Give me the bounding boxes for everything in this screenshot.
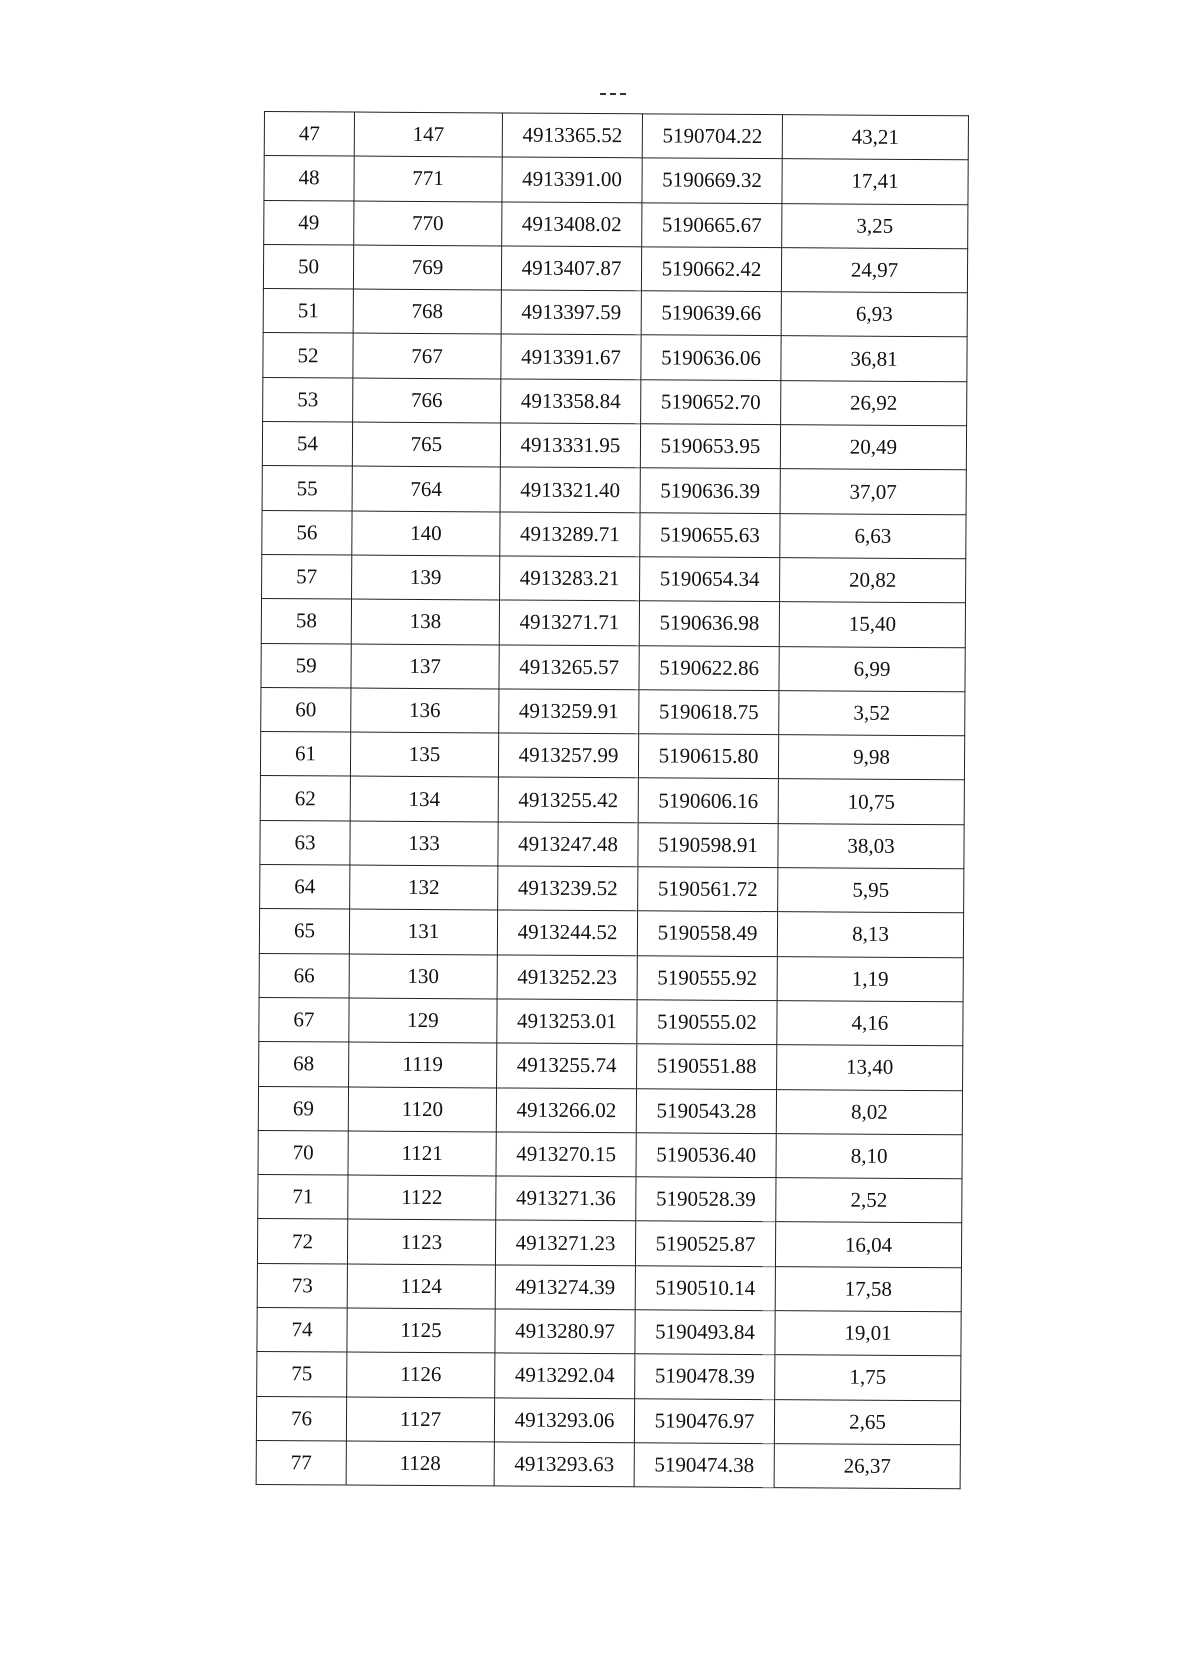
distance-cell: 1,75 [775, 1355, 961, 1400]
distance-cell: 16,04 [775, 1222, 961, 1267]
x-coordinate-cell: 4913255.74 [497, 1043, 637, 1088]
y-coordinate-cell: 5190493.84 [635, 1310, 775, 1355]
point-id-cell: 766 [353, 378, 501, 423]
table-row [259, 997, 963, 1046]
x-coordinate-cell: 4913253.01 [497, 999, 637, 1044]
y-coordinate-cell: 5190669.32 [642, 158, 782, 203]
row-number-cell: 70 [258, 1130, 348, 1175]
point-id-cell: 137 [351, 644, 499, 689]
y-coordinate-cell: 5190561.72 [638, 867, 778, 912]
point-id-cell: 136 [351, 688, 499, 733]
y-coordinate-cell: 5190654.34 [640, 557, 780, 602]
y-coordinate-cell: 5190606.16 [638, 778, 778, 823]
table-row [263, 244, 967, 293]
y-coordinate-cell: 5190551.88 [637, 1044, 777, 1089]
x-coordinate-cell: 4913391.00 [502, 157, 642, 202]
x-coordinate-cell: 4913391.67 [501, 334, 641, 379]
x-coordinate-cell: 4913292.04 [495, 1353, 635, 1398]
point-id-cell: 147 [354, 112, 502, 157]
y-coordinate-cell: 5190639.66 [641, 291, 781, 336]
distance-cell: 36,81 [781, 336, 967, 381]
distance-cell: 6,63 [780, 513, 966, 558]
x-coordinate-cell: 4913244.52 [497, 910, 637, 955]
table-row [261, 687, 965, 736]
x-coordinate-cell: 4913271.23 [495, 1220, 635, 1265]
row-number-cell: 77 [256, 1440, 346, 1485]
row-number-cell: 53 [263, 377, 353, 422]
row-number-cell: 63 [260, 820, 350, 865]
point-id-cell: 768 [353, 289, 501, 334]
distance-cell: 26,37 [774, 1444, 960, 1489]
x-coordinate-cell: 4913271.71 [499, 600, 639, 645]
point-id-cell: 1124 [347, 1264, 495, 1309]
y-coordinate-cell: 5190618.75 [639, 690, 779, 735]
x-coordinate-cell: 4913358.84 [501, 379, 641, 424]
row-number-cell: 49 [264, 200, 354, 245]
row-number-cell: 50 [263, 244, 353, 289]
x-coordinate-cell: 4913265.57 [499, 645, 639, 690]
x-coordinate-cell: 4913331.95 [500, 423, 640, 468]
distance-cell: 24,97 [781, 248, 967, 293]
x-coordinate-cell: 4913270.15 [496, 1132, 636, 1177]
point-id-cell: 1127 [346, 1397, 494, 1442]
y-coordinate-cell: 5190476.97 [634, 1398, 774, 1443]
distance-cell: 2,65 [774, 1399, 960, 1444]
row-number-cell: 60 [261, 687, 351, 732]
table-row [261, 643, 965, 692]
y-coordinate-cell: 5190474.38 [634, 1443, 774, 1488]
distance-cell: 8,02 [776, 1089, 962, 1134]
row-number-cell: 73 [257, 1263, 347, 1308]
x-coordinate-cell: 4913365.52 [502, 113, 642, 158]
point-id-cell: 138 [351, 599, 499, 644]
y-coordinate-cell: 5190478.39 [635, 1354, 775, 1399]
x-coordinate-cell: 4913247.48 [498, 822, 638, 867]
distance-cell: 8,13 [777, 912, 963, 957]
table-row [258, 1086, 962, 1135]
table-row [258, 1130, 962, 1179]
distance-cell: 1,19 [777, 956, 963, 1001]
point-id-cell: 1120 [348, 1087, 496, 1132]
table-row [257, 1307, 961, 1356]
distance-cell: 17,58 [775, 1266, 961, 1311]
table-row [257, 1352, 961, 1401]
x-coordinate-cell: 4913259.91 [499, 689, 639, 734]
point-id-cell: 770 [354, 201, 502, 246]
table-row [262, 466, 966, 515]
x-coordinate-cell: 4913280.97 [495, 1309, 635, 1354]
distance-cell: 4,16 [777, 1001, 963, 1046]
x-coordinate-cell: 4913252.23 [497, 955, 637, 1000]
y-coordinate-cell: 5190704.22 [642, 114, 782, 159]
table-row [257, 1219, 961, 1268]
distance-cell: 5,95 [778, 868, 964, 913]
point-id-cell: 764 [352, 466, 500, 511]
point-id-cell: 1121 [348, 1131, 496, 1176]
table-row [263, 333, 967, 382]
row-number-cell: 57 [262, 554, 352, 599]
x-coordinate-cell: 4913274.39 [495, 1265, 635, 1310]
point-id-cell: 135 [350, 732, 498, 777]
row-number-cell: 54 [262, 422, 352, 467]
point-id-cell: 1125 [347, 1308, 495, 1353]
y-coordinate-cell: 5190598.91 [638, 823, 778, 868]
distance-cell: 13,40 [777, 1045, 963, 1090]
point-id-cell: 130 [349, 954, 497, 999]
point-id-cell: 129 [349, 998, 497, 1043]
distance-cell: 20,49 [780, 425, 966, 470]
distance-cell: 37,07 [780, 469, 966, 514]
table-row [260, 776, 964, 825]
x-coordinate-cell: 4913293.63 [494, 1442, 634, 1487]
row-number-cell: 56 [262, 510, 352, 555]
y-coordinate-cell: 5190662.42 [641, 247, 781, 292]
y-coordinate-cell: 5190510.14 [635, 1266, 775, 1311]
distance-cell: 15,40 [779, 602, 965, 647]
distance-cell: 19,01 [775, 1311, 961, 1356]
row-number-cell: 72 [257, 1219, 347, 1264]
distance-cell: 8,10 [776, 1133, 962, 1178]
x-coordinate-cell: 4913289.71 [500, 512, 640, 557]
distance-cell: 17,41 [782, 159, 968, 204]
table-row [260, 820, 964, 869]
row-number-cell: 51 [263, 289, 353, 334]
point-id-cell: 140 [352, 511, 500, 556]
row-number-cell: 68 [259, 1042, 349, 1087]
y-coordinate-cell: 5190622.86 [639, 645, 779, 690]
distance-cell: 43,21 [782, 115, 968, 160]
y-coordinate-cell: 5190636.06 [641, 335, 781, 380]
distance-cell: 3,52 [779, 691, 965, 736]
table-row [263, 377, 967, 426]
x-coordinate-cell: 4913321.40 [500, 467, 640, 512]
point-id-cell: 1123 [347, 1219, 495, 1264]
distance-cell: 10,75 [778, 779, 964, 824]
table-row [259, 909, 963, 958]
row-number-cell: 55 [262, 466, 352, 511]
distance-cell: 9,98 [778, 735, 964, 780]
point-id-cell: 139 [352, 555, 500, 600]
point-id-cell: 767 [353, 334, 501, 379]
x-coordinate-cell: 4913255.42 [498, 777, 638, 822]
table-row [263, 289, 967, 338]
y-coordinate-cell: 5190652.70 [641, 380, 781, 425]
y-coordinate-cell: 5190636.98 [639, 601, 779, 646]
row-number-cell: 76 [256, 1396, 346, 1441]
row-number-cell: 69 [258, 1086, 348, 1131]
x-coordinate-cell: 4913397.59 [501, 290, 641, 335]
point-id-cell: 132 [350, 865, 498, 910]
table-row [262, 422, 966, 471]
row-number-cell: 66 [259, 953, 349, 998]
distance-cell: 6,93 [781, 292, 967, 337]
x-coordinate-cell: 4913271.36 [496, 1176, 636, 1221]
table-row [259, 953, 963, 1002]
distance-cell: 2,52 [776, 1178, 962, 1223]
y-coordinate-cell: 5190558.49 [637, 911, 777, 956]
x-coordinate-cell: 4913407.87 [501, 246, 641, 291]
y-coordinate-cell: 5190543.28 [636, 1088, 776, 1133]
point-id-cell: 1122 [348, 1175, 496, 1220]
y-coordinate-cell: 5190615.80 [638, 734, 778, 779]
point-id-cell: 769 [353, 245, 501, 290]
coordinates-table-body [256, 112, 968, 1489]
y-coordinate-cell: 5190636.39 [640, 468, 780, 513]
table-row [260, 732, 964, 781]
x-coordinate-cell: 4913257.99 [498, 733, 638, 778]
table-row [256, 1440, 960, 1489]
distance-cell: 38,03 [778, 823, 964, 868]
distance-cell: 26,92 [781, 380, 967, 425]
y-coordinate-cell: 5190536.40 [636, 1133, 776, 1178]
table-row [264, 156, 968, 205]
row-number-cell: 75 [257, 1352, 347, 1397]
point-id-cell: 131 [349, 909, 497, 954]
x-coordinate-cell: 4913239.52 [498, 866, 638, 911]
point-id-cell: 771 [354, 156, 502, 201]
row-number-cell: 71 [258, 1175, 348, 1220]
page-top-mark [600, 93, 626, 95]
x-coordinate-cell: 4913293.06 [494, 1398, 634, 1443]
point-id-cell: 1126 [347, 1352, 495, 1397]
row-number-cell: 62 [260, 776, 350, 821]
x-coordinate-cell: 4913408.02 [502, 202, 642, 247]
table-row [258, 1175, 962, 1224]
table-row [256, 1396, 960, 1445]
y-coordinate-cell: 5190655.63 [640, 512, 780, 557]
table-row [257, 1263, 961, 1312]
row-number-cell: 58 [261, 599, 351, 644]
table-row [260, 865, 964, 914]
row-number-cell: 47 [264, 112, 354, 157]
distance-cell: 20,82 [780, 558, 966, 603]
row-number-cell: 48 [264, 156, 354, 201]
table-row [264, 112, 968, 161]
row-number-cell: 65 [259, 909, 349, 954]
point-id-cell: 765 [352, 422, 500, 467]
table-row [262, 510, 966, 559]
x-coordinate-cell: 4913283.21 [500, 556, 640, 601]
y-coordinate-cell: 5190665.67 [642, 202, 782, 247]
table-row [262, 554, 966, 603]
point-id-cell: 134 [350, 776, 498, 821]
table-row [264, 200, 968, 249]
row-number-cell: 59 [261, 643, 351, 688]
row-number-cell: 52 [263, 333, 353, 378]
point-id-cell: 133 [350, 821, 498, 866]
y-coordinate-cell: 5190555.92 [637, 955, 777, 1000]
row-number-cell: 61 [260, 732, 350, 777]
x-coordinate-cell: 4913266.02 [496, 1087, 636, 1132]
row-number-cell: 67 [259, 997, 349, 1042]
coordinates-table [256, 111, 969, 1489]
distance-cell: 6,99 [779, 646, 965, 691]
table-row [259, 1042, 963, 1091]
distance-cell: 3,25 [782, 203, 968, 248]
y-coordinate-cell: 5190555.02 [637, 1000, 777, 1045]
point-id-cell: 1128 [346, 1441, 494, 1486]
row-number-cell: 74 [257, 1307, 347, 1352]
y-coordinate-cell: 5190525.87 [635, 1221, 775, 1266]
row-number-cell: 64 [260, 865, 350, 910]
y-coordinate-cell: 5190653.95 [640, 424, 780, 469]
point-id-cell: 1119 [349, 1042, 497, 1087]
table-row [261, 599, 965, 648]
y-coordinate-cell: 5190528.39 [636, 1177, 776, 1222]
